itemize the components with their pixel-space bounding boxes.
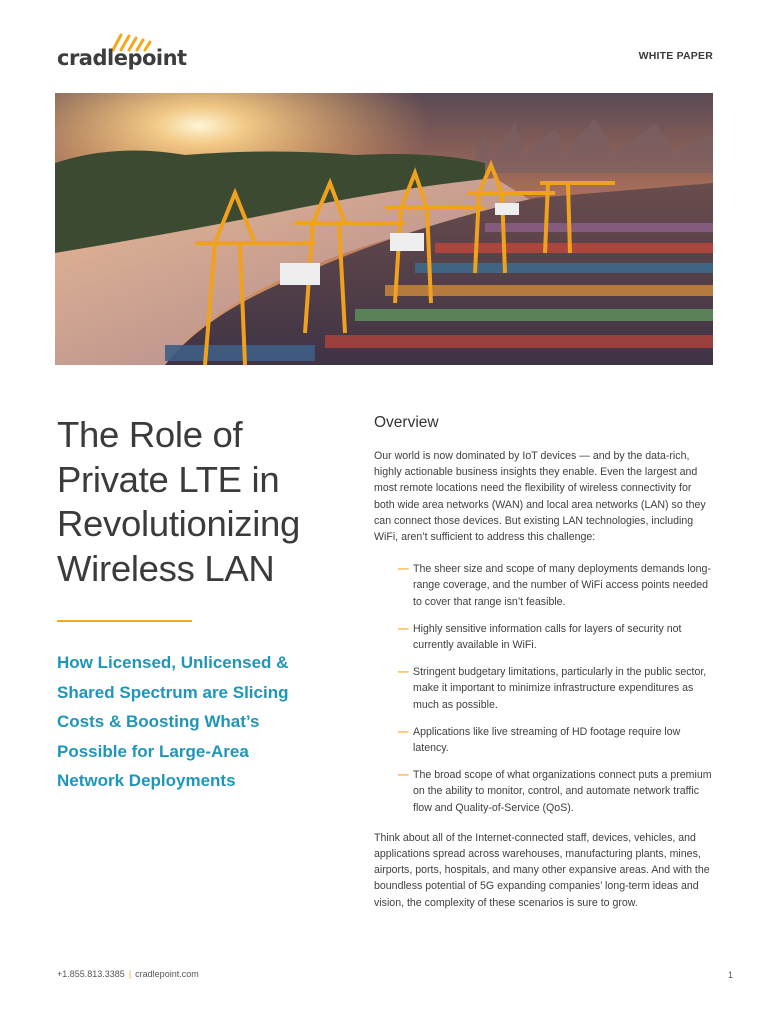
footer-contact <box>57 969 199 979</box>
list-item <box>398 724 714 756</box>
subtitle-line: Possible for Large-Area <box>57 741 249 761</box>
overview-section <box>374 414 714 911</box>
title-divider <box>57 620 192 622</box>
title-line: Revolutionizing <box>57 503 301 544</box>
subtitle-line: Network Deployments <box>57 771 236 790</box>
list-item-text: The sheer size and scope of many deployments demands long-range coverage, and the number of WiFi access points needed to cover that range isn’t feasible. <box>413 563 711 608</box>
overview-closing: Think about all of the Internet-connected staff, devices, vehicles, and applications spread across warehouses, manufacturing plants, mines, airports, ports, hospitals, and many other expansive areas. And with the boundless potential of 5G expanding companies’ long-term ideas and vision, the complexity of these scenarios is sure to grow. <box>374 831 710 909</box>
footer-separator: | <box>128 969 132 979</box>
dash-bullet-icon: — <box>398 666 409 679</box>
dash-bullet-icon: — <box>398 769 409 782</box>
hero-image <box>55 93 713 365</box>
list-item-text: Stringent budgetary limitations, particularly in the public sector, make it important to minimize infrastructure expenditures as much as possible. <box>413 666 707 711</box>
list-item <box>398 767 714 816</box>
title-line: Wireless LAN <box>57 547 275 589</box>
title-line: The Role of <box>57 414 243 455</box>
dash-bullet-icon: — <box>398 622 409 635</box>
list-item <box>398 664 714 713</box>
challenge-list <box>398 561 714 816</box>
list-item <box>398 561 714 610</box>
footer-phone[interactable]: +1.855.813.3385 <box>57 969 125 979</box>
subtitle-line: Shared Spectrum are Slicing <box>57 682 289 702</box>
footer-website-link[interactable]: cradlepoint.com <box>135 969 199 979</box>
overview-heading: Overview <box>374 414 439 431</box>
subtitle-line: How Licensed, Unlicensed & <box>57 653 289 672</box>
overview-intro: Our world is now dominated by IoT devices — and by the data-rich, highly actionable business insights they enable. Even the largest and most remote locations need the flexibility of wireless connectivity for both wide area networks (WAN) and local area networks (LAN) so they can connect those devices. But existing LAN technologies, including WiFi, aren’t sufficient to address this challenge: <box>374 450 706 544</box>
cradlepoint-logo[interactable] <box>57 32 187 74</box>
subtitle-line: Costs & Boosting What’s <box>57 712 260 731</box>
title-line: Private LTE in <box>57 458 280 500</box>
list-item-text: Applications like live streaming of HD footage require low latency. <box>413 725 681 755</box>
dash-bullet-icon: — <box>398 563 409 576</box>
list-item-text: Highly sensitive information calls for layers of security not currently available in WiFi. <box>413 622 682 652</box>
page-number: 1 <box>727 970 733 980</box>
list-item <box>398 621 714 653</box>
list-item-text: The broad scope of what organizations connect puts a premium on the ability to monitor, control, and automate network traffic flow and Quality-of-Service (QoS). <box>413 769 712 814</box>
brand-name: cradlepoint <box>57 46 187 70</box>
dash-bullet-icon: — <box>398 725 409 738</box>
document-subtitle <box>57 648 332 796</box>
document-title <box>57 413 337 591</box>
document-type-label: WHITE PAPER <box>638 50 713 62</box>
